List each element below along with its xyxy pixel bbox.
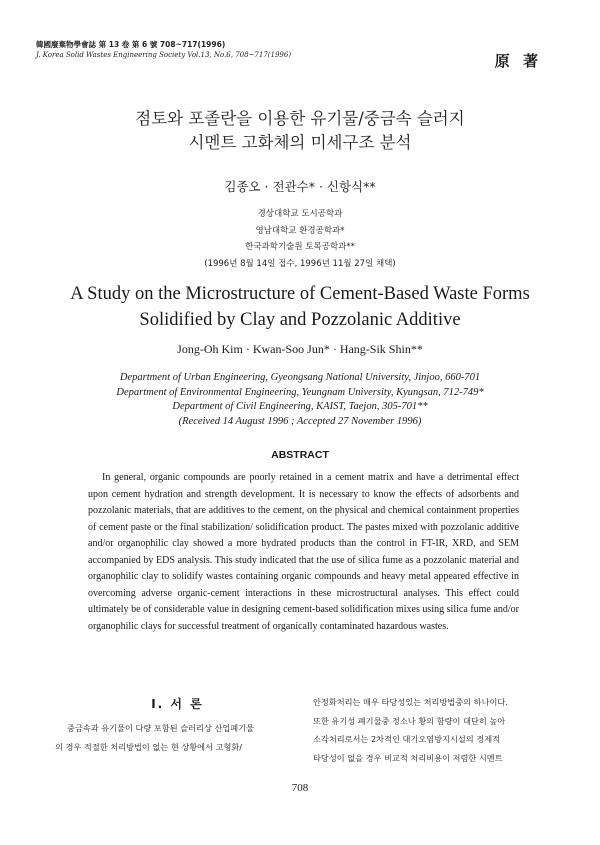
page-number: 708 [291,782,309,794]
korean-title-line: 점토와 포졸란을 이용한 유기물/중금속 슬러지 [135,109,465,128]
body-line: 또한 유기성 폐기물중 정소나 황의 함량이 대단히 높아 [313,715,506,726]
left-column [55,695,300,756]
korean-affiliation: 경상대학교 도시공학과 [257,209,343,219]
english-received-date: (Received 14 August 1996 ; Accepted 27 November 1996) [178,415,422,427]
english-affiliation: Department of Civil Engineering, KAIST, Taejon, 305-701** [172,401,428,412]
body-line: 의 경우 적절한 처리방법이 없는 현 상황에서 고형화/ [55,741,243,752]
english-affiliations [0,371,600,429]
body-line: 중금속과 유기물이 다량 포함된 슬러리상 산업폐기물 [67,723,255,733]
english-title-line: A Study on the Microstructure of Cement-Based Waste Forms [70,284,530,304]
korean-affiliation: 영남대학교 환경공학과* [255,225,345,236]
section-heading: I. 서 론 [151,697,204,711]
english-title-line: Solidified by Clay and Pozzolanic Additive [139,310,461,330]
english-title [0,281,600,333]
korean-affiliations [0,206,600,272]
body-line: 안정화처리는 매우 타당성있는 처리방법중의 하나이다. [313,697,508,707]
abstract-text: In general, organic compounds are poorly retained in a cement matrix and have a detrimental effect upon cement hydration and strength development. It is necessary to know the effects of adsorbents and pozzolanic materials, that are additives to the cement, on the physical and chemical containment properties of cement paste or the final stabilization/ solidification product. The pastes mixed with pozzolanic additive and/or organophilic clay showed a more hydrated products than the control in FT-IR, XRD, and SEM accompanied by EDS analysis. This study indicated that the use of silica fume as a pozzolanic material and organophilic clay to solidify wastes containing organic compounds and heavy metal appeared effective in overcoming adverse organic-cement interactions in these microstructural analyses. This effect could ultimately be of considerable value in designing cement-based solidification mixes using silica fume and/or organophilic clays for successful treatment of organically contaminated hazardous wastes. [88,472,519,632]
journal-header-en: J. Korea Solid Wastes Engineering Society Vol.13, No.6, 708~717(1996) [36,51,292,59]
korean-title [0,107,600,155]
article-type-label: 原 著 [494,52,542,70]
korean-authors: 김종오 · 전관수* · 신항식** [224,179,376,194]
body-paragraph [55,719,300,756]
english-affiliation: Department of Environmental Engineering, Yeungnam University, Kyungsan, 712-749* [116,386,484,398]
korean-title-line: 시멘트 고화체의 미세구조 분석 [188,133,412,152]
english-affiliation: Department of Urban Engineering, Gyeongsang National University, Jinjoo, 660-701 [119,372,481,383]
body-line: 타당성이 없을 경우 비교적 처리비용이 저렴한 시멘트 [313,752,503,763]
right-column [313,693,549,767]
korean-affiliation: 한국과학기술원 토목공학과** [245,242,355,252]
abstract-heading: ABSTRACT [271,449,329,461]
body-line: 소각처리로서는 2차적인 대기오염방지시설의 경제적 [313,734,501,744]
journal-header-kr: 韓國廢棄物學會誌 第 13 卷 第 6 號 708~717(1996) [36,40,226,49]
english-authors: Jong-Oh Kim · Kwan-Soo Jun* · Hang-Sik Shin** [177,342,423,356]
korean-received-date: (1996년 8월 14일 접수, 1996년 11월 27일 채택) [204,258,396,269]
journal-header [36,40,436,60]
